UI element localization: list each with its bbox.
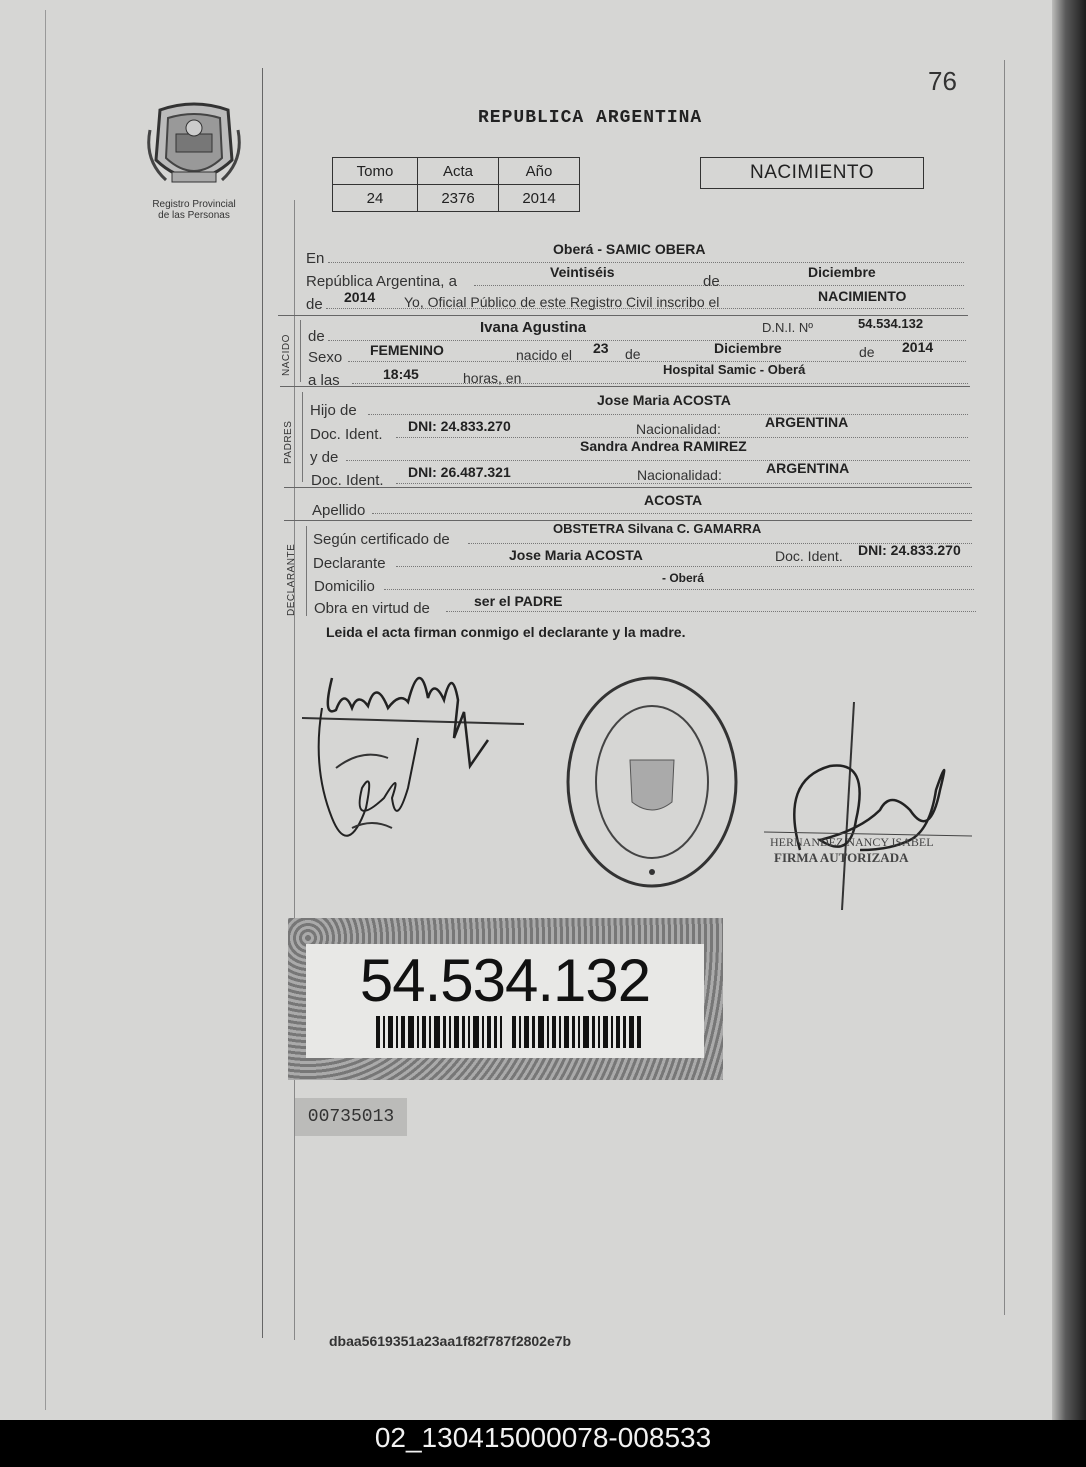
page-edge-line bbox=[45, 10, 46, 1410]
acta-value: 2376 bbox=[418, 185, 499, 212]
province-seal-icon bbox=[146, 100, 242, 192]
document-title: REPUBLICA ARGENTINA bbox=[478, 108, 703, 128]
section-rule bbox=[284, 487, 972, 488]
side-label-declarante: DECLARANTE bbox=[286, 543, 297, 616]
dotted-line bbox=[446, 611, 976, 612]
value-capacity: ser el PADRE bbox=[474, 593, 563, 609]
label-nacionalidad: Nacionalidad: bbox=[636, 421, 721, 437]
dotted-line bbox=[396, 483, 970, 484]
section-rule bbox=[280, 386, 970, 387]
value-father-doc: DNI: 24.833.270 bbox=[408, 418, 511, 434]
dotted-line bbox=[328, 262, 964, 263]
value-month: Diciembre bbox=[808, 264, 876, 280]
value-certificate: OBSTETRA Silvana C. GAMARRA bbox=[553, 521, 762, 536]
acta-header: Acta bbox=[418, 158, 499, 185]
value-father: Jose Maria ACOSTA bbox=[597, 392, 731, 408]
barcode-number: 54.534.132 bbox=[359, 947, 651, 1014]
label-horas-en: horas, en bbox=[463, 370, 522, 386]
right-margin-rule bbox=[1004, 60, 1005, 1315]
label-obra: Obra en virtud de bbox=[314, 600, 430, 617]
value-day-words: Veintiséis bbox=[550, 264, 615, 280]
label-de: de bbox=[306, 296, 323, 313]
label-yo: Yo, Oficial Público de este Registro Civil inscribo el bbox=[404, 294, 720, 310]
page-number: 76 bbox=[928, 66, 957, 96]
barcode-icon bbox=[376, 1016, 642, 1048]
value-dni: 54.534.132 bbox=[858, 316, 924, 331]
label-y-de: y de bbox=[310, 449, 339, 466]
ano-header: Año bbox=[499, 158, 580, 185]
dotted-line bbox=[352, 383, 968, 384]
label-apellido: Apellido bbox=[312, 502, 366, 519]
label-segun: Según certificado de bbox=[313, 531, 450, 548]
official-signature bbox=[760, 700, 982, 912]
value-sex: FEMENINO bbox=[370, 342, 444, 358]
reference-table bbox=[332, 157, 580, 212]
value-year: 2014 bbox=[344, 289, 376, 305]
label-doc-ident: Doc. Ident. bbox=[311, 472, 384, 489]
serial-number: 00735013 bbox=[295, 1098, 407, 1136]
label-republica: República Argentina, a bbox=[306, 273, 457, 290]
ano-value: 2014 bbox=[499, 185, 580, 212]
file-identifier: 02_130415000078-008533 bbox=[374, 1422, 712, 1453]
dotted-line bbox=[396, 566, 972, 567]
value-mother-doc: DNI: 26.487.321 bbox=[408, 464, 511, 480]
left-margin-rule bbox=[262, 68, 263, 1338]
document-hash: dbaa5619351a23aa1f82f787f2802e7b bbox=[329, 1333, 572, 1349]
barcode-label bbox=[306, 944, 704, 1058]
label-declarante: Declarante bbox=[313, 555, 386, 572]
value-birth-year: 2014 bbox=[902, 339, 934, 355]
logo-caption: Registro Provincial de las Personas bbox=[152, 199, 236, 221]
label-de: de bbox=[625, 346, 641, 362]
barcode-sticker bbox=[288, 918, 723, 1080]
value-inscribe: NACIMIENTO bbox=[818, 288, 907, 304]
value-place: Oberá - SAMIC OBERA bbox=[553, 241, 706, 257]
label-de-nacido: de bbox=[308, 328, 325, 345]
value-surname: ACOSTA bbox=[644, 492, 703, 508]
closing-statement: Leida el acta firman conmigo el declarante y la madre. bbox=[326, 624, 686, 640]
dotted-line bbox=[368, 414, 968, 415]
label-de: de bbox=[703, 273, 720, 290]
label-nacido-el: nacido el bbox=[516, 347, 573, 363]
official-stamp-name: HERNANDEZ NANCY ISABEL bbox=[770, 835, 934, 849]
value-father-nationality: ARGENTINA bbox=[765, 414, 849, 430]
label-de: de bbox=[859, 344, 875, 360]
section-side-line bbox=[306, 526, 307, 616]
side-label-padres: PADRES bbox=[283, 420, 294, 464]
value-mother: Sandra Andrea RAMIREZ bbox=[580, 438, 747, 454]
registry-stamp bbox=[560, 672, 746, 892]
tomo-value: 24 bbox=[333, 185, 418, 212]
value-birth-month: Diciembre bbox=[714, 340, 782, 356]
label-a-las: a las bbox=[308, 372, 340, 389]
value-hospital: Hospital Samic - Oberá bbox=[663, 362, 806, 377]
dotted-line bbox=[372, 513, 972, 514]
value-declarant-doc: DNI: 24.833.270 bbox=[858, 542, 961, 558]
section-side-line bbox=[300, 320, 301, 382]
value-time: 18:45 bbox=[383, 366, 419, 382]
side-label-nacido: NACIDO bbox=[281, 334, 292, 376]
value-name: Ivana Agustina bbox=[480, 319, 587, 336]
label-doc-ident: Doc. Ident. bbox=[775, 548, 843, 564]
dotted-line bbox=[384, 589, 974, 590]
label-hijo-de: Hijo de bbox=[310, 402, 357, 419]
value-mother-nationality: ARGENTINA bbox=[766, 460, 850, 476]
label-en: En bbox=[306, 250, 325, 267]
record-type-box: NACIMIENTO bbox=[700, 157, 924, 189]
official-stamp-title: FIRMA AUTORIZADA bbox=[774, 850, 909, 865]
dotted-line bbox=[346, 460, 970, 461]
label-dni: D.N.I. Nº bbox=[762, 320, 813, 335]
tomo-header: Tomo bbox=[333, 158, 418, 185]
dotted-line bbox=[348, 361, 966, 362]
book-spine-edge bbox=[1052, 0, 1086, 1420]
label-sexo: Sexo bbox=[308, 349, 343, 366]
signatures-left bbox=[292, 648, 532, 868]
value-birth-day: 23 bbox=[593, 340, 609, 356]
registry-logo bbox=[140, 100, 248, 221]
value-declarant: Jose Maria ACOSTA bbox=[509, 547, 643, 563]
label-domicilio: Domicilio bbox=[314, 578, 375, 595]
value-domicile: - Oberá bbox=[662, 571, 705, 585]
label-doc-ident: Doc. Ident. bbox=[310, 426, 383, 443]
section-side-line bbox=[302, 392, 303, 482]
dotted-line bbox=[328, 340, 966, 341]
label-nacionalidad: Nacionalidad: bbox=[637, 467, 722, 483]
